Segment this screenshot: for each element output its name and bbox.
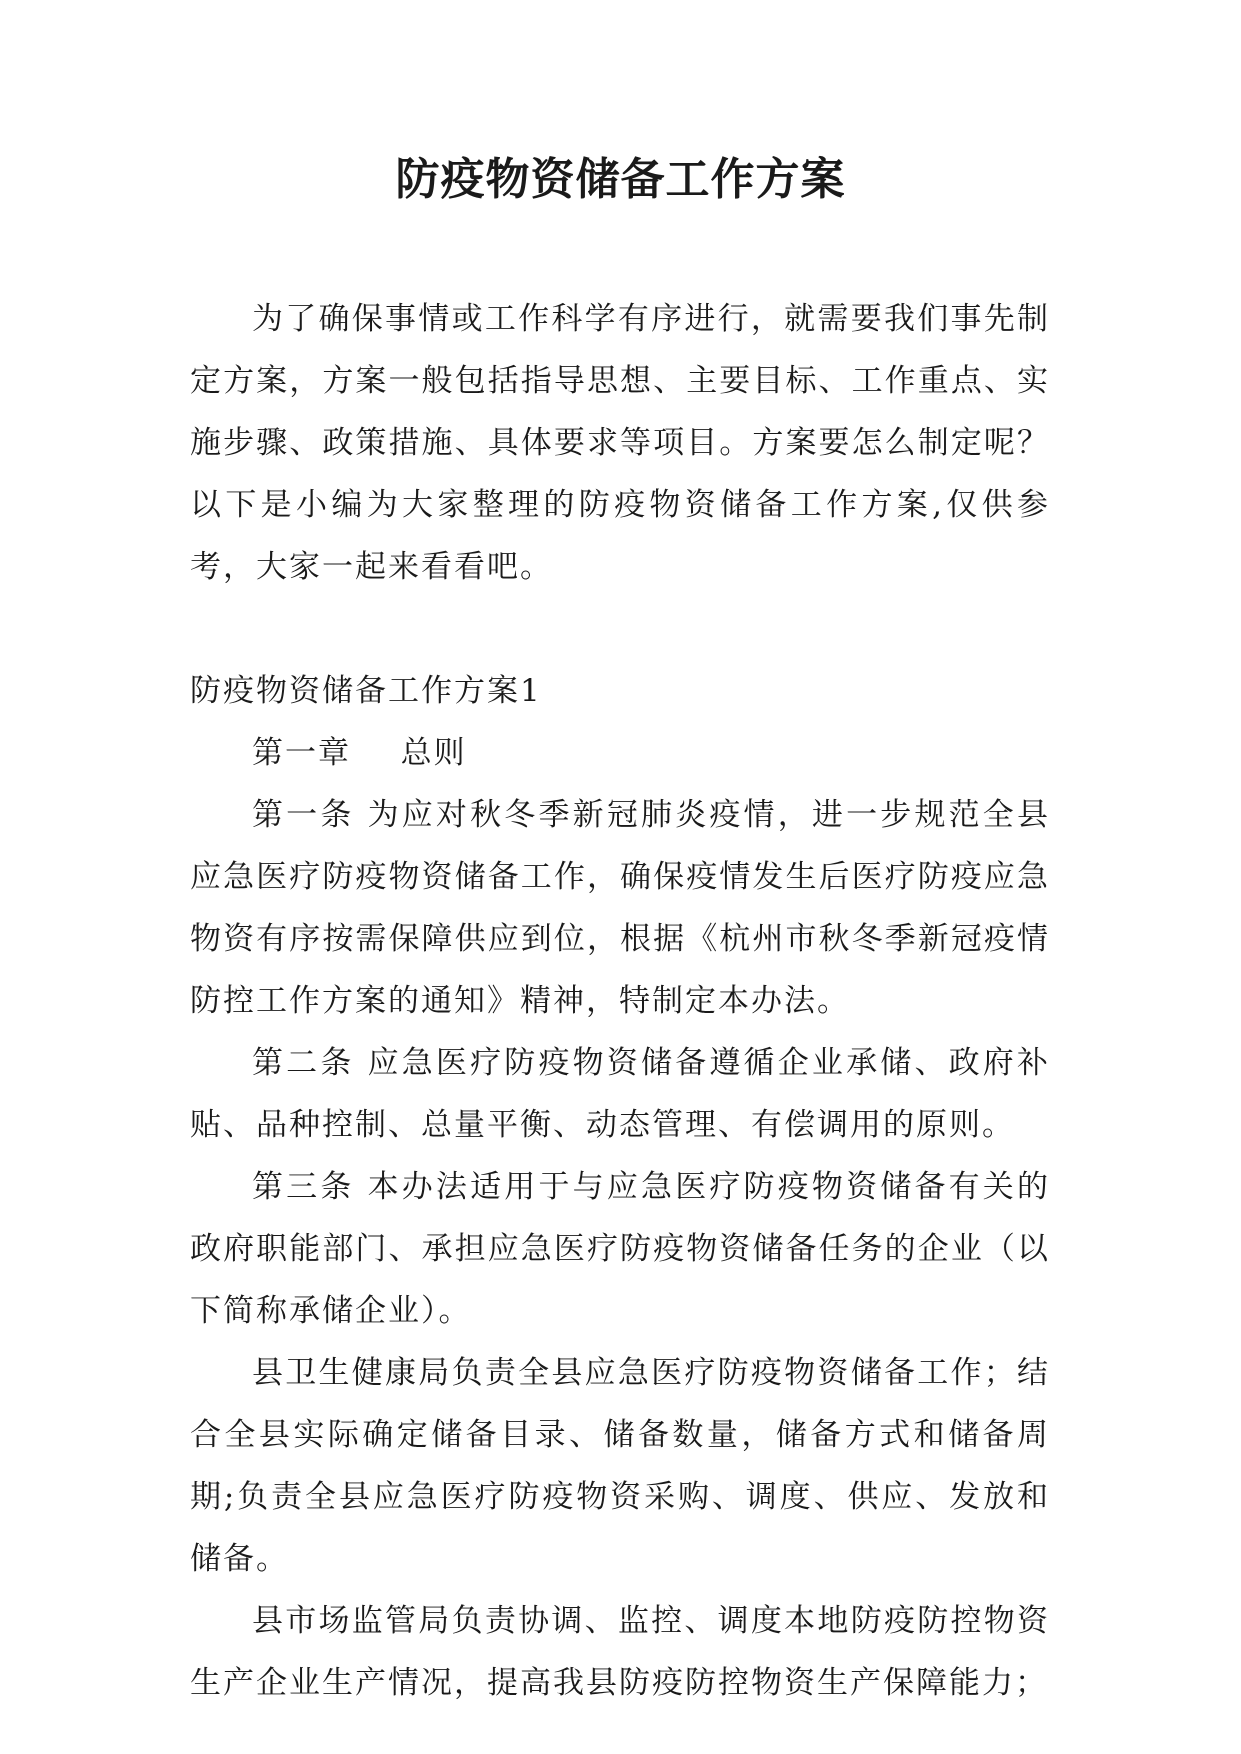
section-heading: 防疫物资储备工作方案1	[190, 673, 542, 709]
document-body	[190, 288, 1050, 1714]
chapter-number: 第一章	[252, 735, 351, 771]
document-title: 防疫物资储备工作方案	[395, 154, 846, 205]
section-spacer	[190, 598, 1050, 660]
article-3-paragraph: 第三条 本办法适用于与应急医疗防疫物资储备有关的政府职能部门、承担应急医疗防疫物资储备任务的企业（以下简称承储企业）。	[190, 1169, 1050, 1329]
chapter-heading	[190, 722, 1050, 784]
article-1-paragraph: 第一条 为应对秋冬季新冠肺炎疫情，进一步规范全县应急医疗防疫物资储备工作，确保疫情发生后医疗防疫应急物资有序按需保障供应到位，根据《杭州市秋冬季新冠疫情防控工作方案的通知》精神，特制定本办法。	[190, 797, 1050, 1019]
market-bureau-paragraph: 县市场监管局负责协调、监控、调度本地防疫防控物资生产企业生产情况，提高我县防疫防控物资生产保障能力；	[190, 1603, 1050, 1701]
article-2-paragraph: 第二条 应急医疗防疫物资储备遵循企业承储、政府补贴、品种控制、总量平衡、动态管理、有偿调用的原则。	[190, 1045, 1050, 1143]
chapter-name: 总则	[400, 735, 467, 771]
health-bureau-paragraph: 县卫生健康局负责全县应急医疗防疫物资储备工作；结合全县实际确定储备目录、储备数量，储备方式和储备周期;负责全县应急医疗防疫物资采购、调度、供应、发放和储备。	[190, 1355, 1050, 1577]
intro-paragraph: 为了确保事情或工作科学有序进行，就需要我们事先制定方案，方案一般包括指导思想、主要目标、工作重点、实施步骤、政策措施、具体要求等项目。方案要怎么制定呢？以下是小编为大家整理的防疫物资储备工作方案,仅供参考，大家一起来看看吧。	[190, 301, 1050, 585]
